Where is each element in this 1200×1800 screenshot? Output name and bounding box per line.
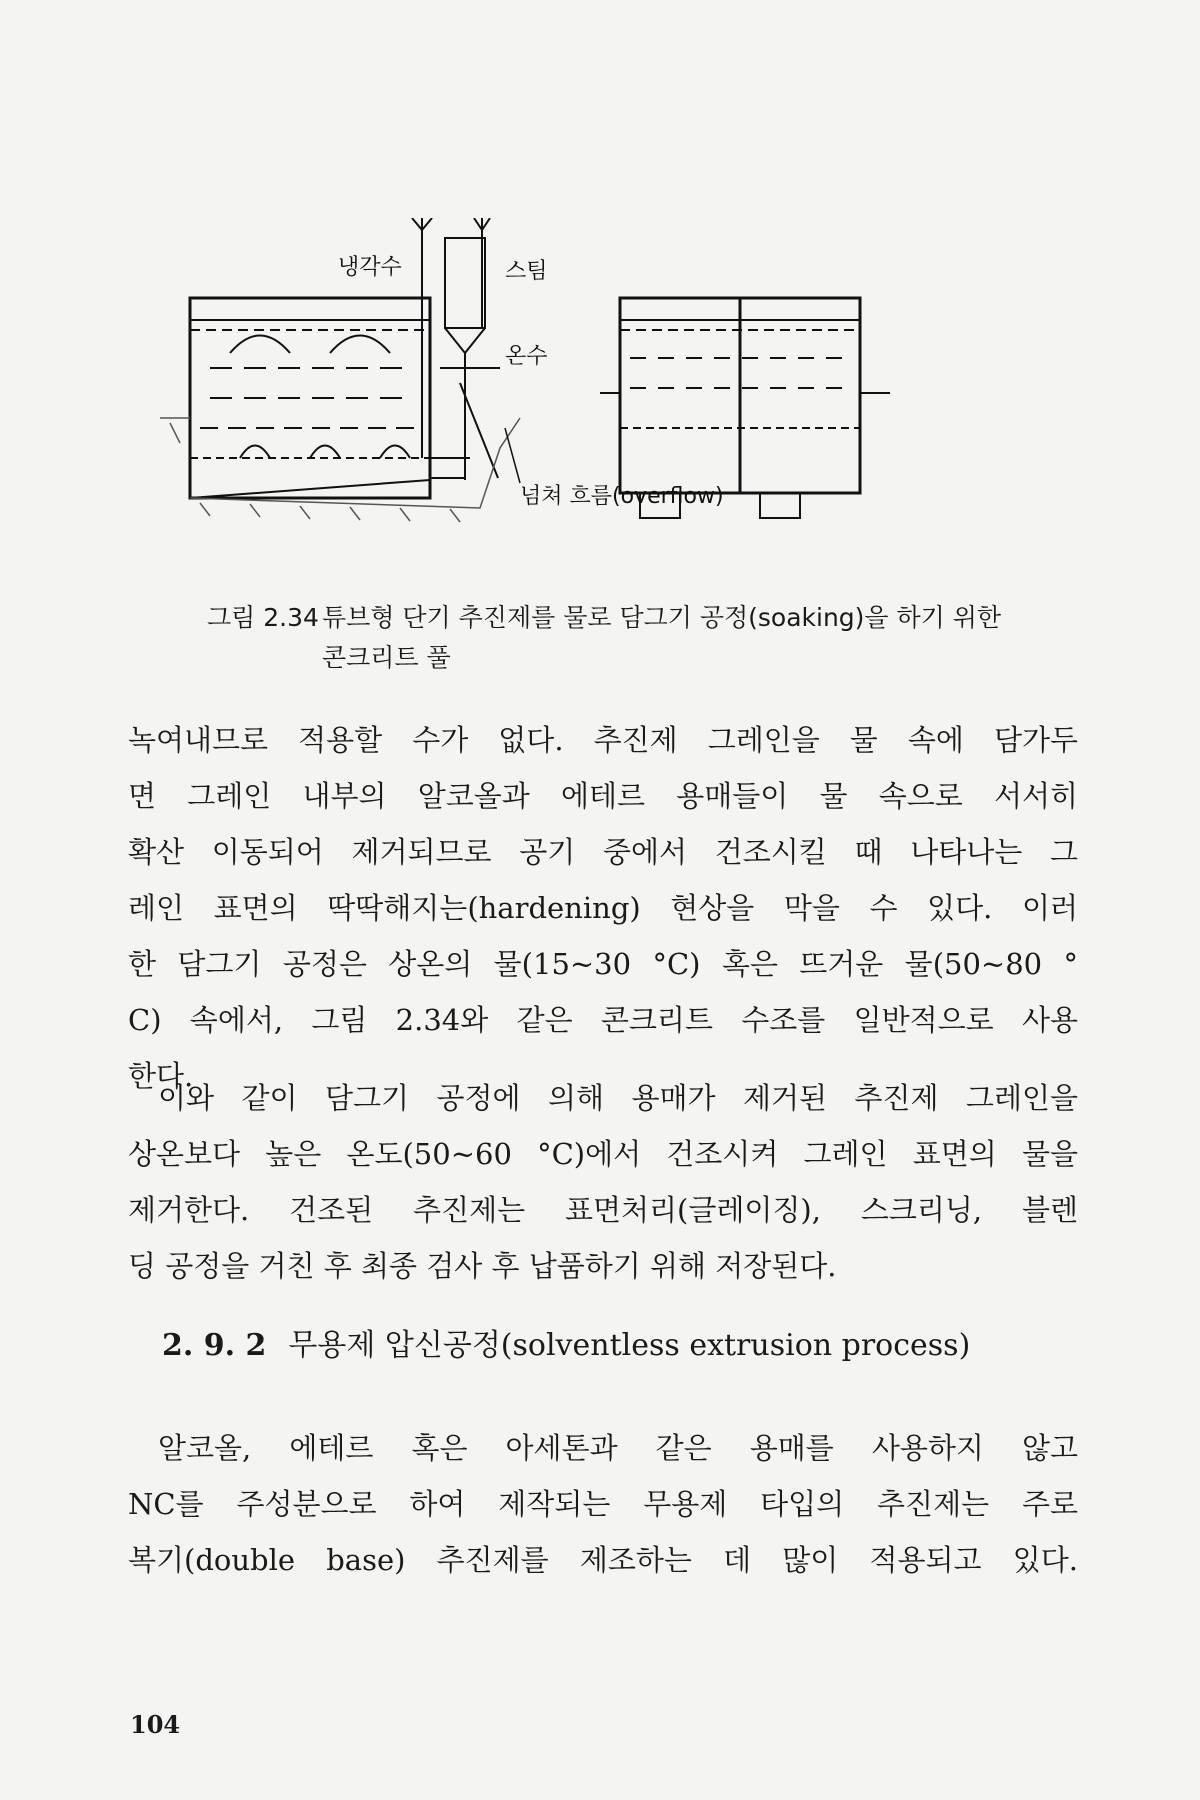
- text-line: 복기(double base) 추진제를 제조하는 데 많이 적용되고 있다.: [128, 1543, 1078, 1577]
- text-line: 제거한다. 건조된 추진제는 표면처리(글레이징), 스크리닝, 블렌: [128, 1193, 1078, 1227]
- text-line: 한 담그기 공정은 상온의 물(15~30 °C) 혹은 뜨거운 물(50~80 °: [128, 947, 1078, 981]
- caption-line-2: 콘크리트 풀: [322, 643, 451, 672]
- section-number: 2. 9. 2: [162, 1328, 267, 1363]
- text-line: 레인 표면의 딱딱해지는(hardening) 현상을 막을 수 있다. 이러: [128, 891, 1078, 925]
- caption-number: 그림 2.34: [207, 603, 319, 632]
- paragraph-2: [128, 1070, 1078, 1294]
- text-line: 상온보다 높은 온도(50~60 °C)에서 건조시켜 그레인 표면의 물을: [128, 1137, 1078, 1171]
- text-line: 딩 공정을 거친 후 최종 검사 후 납품하기 위해 저장된다.: [128, 1249, 837, 1283]
- label-overflow: 넘쳐 흐름(overflow): [520, 484, 724, 509]
- text-line: C) 속에서, 그림 2.34와 같은 콘크리트 수조를 일반적으로 사용: [128, 1003, 1078, 1037]
- caption-line-1: 튜브형 단기 추진제를 물로 담그기 공정(soaking)을 하기 위한: [322, 603, 1002, 632]
- figure-caption: [207, 598, 1087, 678]
- text-line: NC를 주성분으로 하여 제작되는 무용제 타입의 추진제는 주로: [128, 1487, 1078, 1521]
- paragraph-3: [128, 1420, 1078, 1588]
- text-line: 알코올, 에테르 혹은 아세톤과 같은 용매를 사용하지 않고: [158, 1431, 1078, 1465]
- text-line: 확산 이동되어 제거되므로 공기 중에서 건조시킬 때 나타나는 그: [128, 835, 1078, 869]
- pipes: [412, 218, 500, 480]
- left-tank: [190, 298, 430, 498]
- text-line: 한다.: [128, 1059, 194, 1093]
- label-steam: 스팀: [505, 259, 548, 284]
- section-title: 무용제 압신공정(solventless extrusion process): [288, 1328, 971, 1363]
- paragraph-1: [128, 712, 1078, 1104]
- page-number: 104: [130, 1710, 181, 1739]
- text-line: 면 그레인 내부의 알코올과 에테르 용매들이 물 속으로 서서히: [128, 779, 1078, 813]
- section-heading: [162, 1320, 970, 1364]
- text-line: 이와 같이 담그기 공정에 의해 용매가 제거된 추진제 그레인을: [158, 1081, 1078, 1115]
- label-warm-water: 온수: [505, 344, 548, 369]
- soaking-pool-diagram: [160, 218, 1040, 598]
- label-cooling-water: 냉각수: [338, 255, 402, 280]
- text-line: 녹여내므로 적용할 수가 없다. 추진제 그레인을 물 속에 담가두: [128, 723, 1078, 757]
